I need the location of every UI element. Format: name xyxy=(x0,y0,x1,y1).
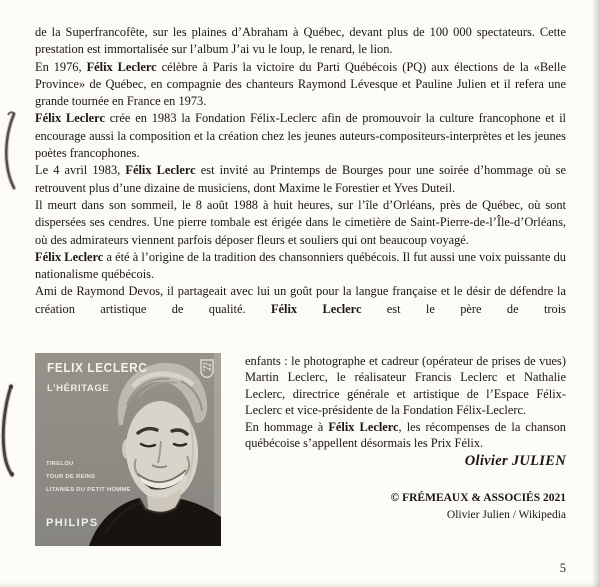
paragraph: Il meurt dans son sommeil, le 8 août 1988 à huit heures, sur l’île d’Orléans, près de Québec, où sont dispersées ses cendres. Une pierre tombale est érigée dans le cimetière de Saint-Pierre-de-l’Île-d’Orléans, où des admirateurs viennent parfois déposer fleurs et souliers qui ont beaucoup voyagé. xyxy=(35,197,566,247)
paragraph: enfants : le photographe et cadreur (opérateur de prises de vues) Martin Leclerc, le réalisateur Francis Leclerc et Nathalie Leclerc, directrice générale et artistique de l’Espace Félix-Leclerc et vice-présidente de la Fondation Félix-Leclerc. xyxy=(245,354,566,418)
paragraph: Le 4 avril 1983, Félix Leclerc est invité au Printemps de Bourges pour une soirée d’hommage où se retrouvent plus d’une dizaine de musiciens, dont Maxime le Forestier et Yves Duteil. xyxy=(35,163,566,195)
paragraph: Félix Leclerc a été à l’origine de la tradition des chansonniers québécois. Il fut aussi une voix puissante du nationalisme québécois. xyxy=(35,249,566,282)
page-number: 5 xyxy=(559,561,566,575)
album-track-list xyxy=(46,461,131,500)
album-track: LITANIES DU PETIT HOMME xyxy=(46,487,131,493)
paragraph: En 1976, Félix Leclerc célèbre à Paris la victoire du Parti Québécois (PQ) aux élections de la «Belle Province» de Québec, en compagnie des chanteurs Raymond Lévesque et Pauline Julien et il refera une grande tournée en France en 1973. xyxy=(35,59,566,109)
album-cover xyxy=(35,353,221,546)
text-column-beside-image xyxy=(245,353,566,524)
scan-edge-shadow-right xyxy=(592,0,600,587)
paragraph: Ami de Raymond Devos, il partageait avec lui un goût pour la langue française et le désir de défendre la création artistique de qualité. Félix Leclerc est le père de trois xyxy=(35,284,566,316)
album-artist-name: FELIX LECLERC xyxy=(47,361,148,375)
image-text-row xyxy=(35,353,566,546)
album-title: L’HÉRITAGE xyxy=(47,383,110,394)
credit-line: Olivier Julien / Wikipedia xyxy=(446,509,566,522)
scan-edge-shadow-bottom xyxy=(0,582,600,587)
album-track: TOUR DE REINS xyxy=(46,474,96,480)
page-content xyxy=(35,24,566,546)
binding-staple-marks xyxy=(0,0,22,587)
philips-shield-icon xyxy=(200,359,214,378)
paragraph: En hommage à Félix Leclerc, les récompenses de la chanson québécoise s’appellent désormais les Prix Félix. xyxy=(245,419,566,451)
paragraph: de la Superfrancofête, sur les plaines d’Abraham à Québec, devant plus de 100 000 spectateurs. Cette prestation est immortalisée sur l’album J’ai vu le loup, le renard, le lion. xyxy=(35,25,566,57)
text-column-full xyxy=(35,24,566,353)
author-signature: Olivier JULIEN xyxy=(464,453,566,470)
copyright-credits xyxy=(245,490,566,524)
copyright-line: © FRÉMEAUX & ASSOCIÉS 2021 xyxy=(390,492,566,505)
album-record-label: PHILIPS xyxy=(46,517,99,529)
paragraph: Félix Leclerc crée en 1983 la Fondation Félix-Leclerc afin de promouvoir la culture francophone et il encourage aussi la composition et la création chez les jeunes auteurs-compositeurs-interprètes et les jeunes poètes francophones. xyxy=(35,111,566,161)
album-track: TIRELOU xyxy=(46,461,74,467)
